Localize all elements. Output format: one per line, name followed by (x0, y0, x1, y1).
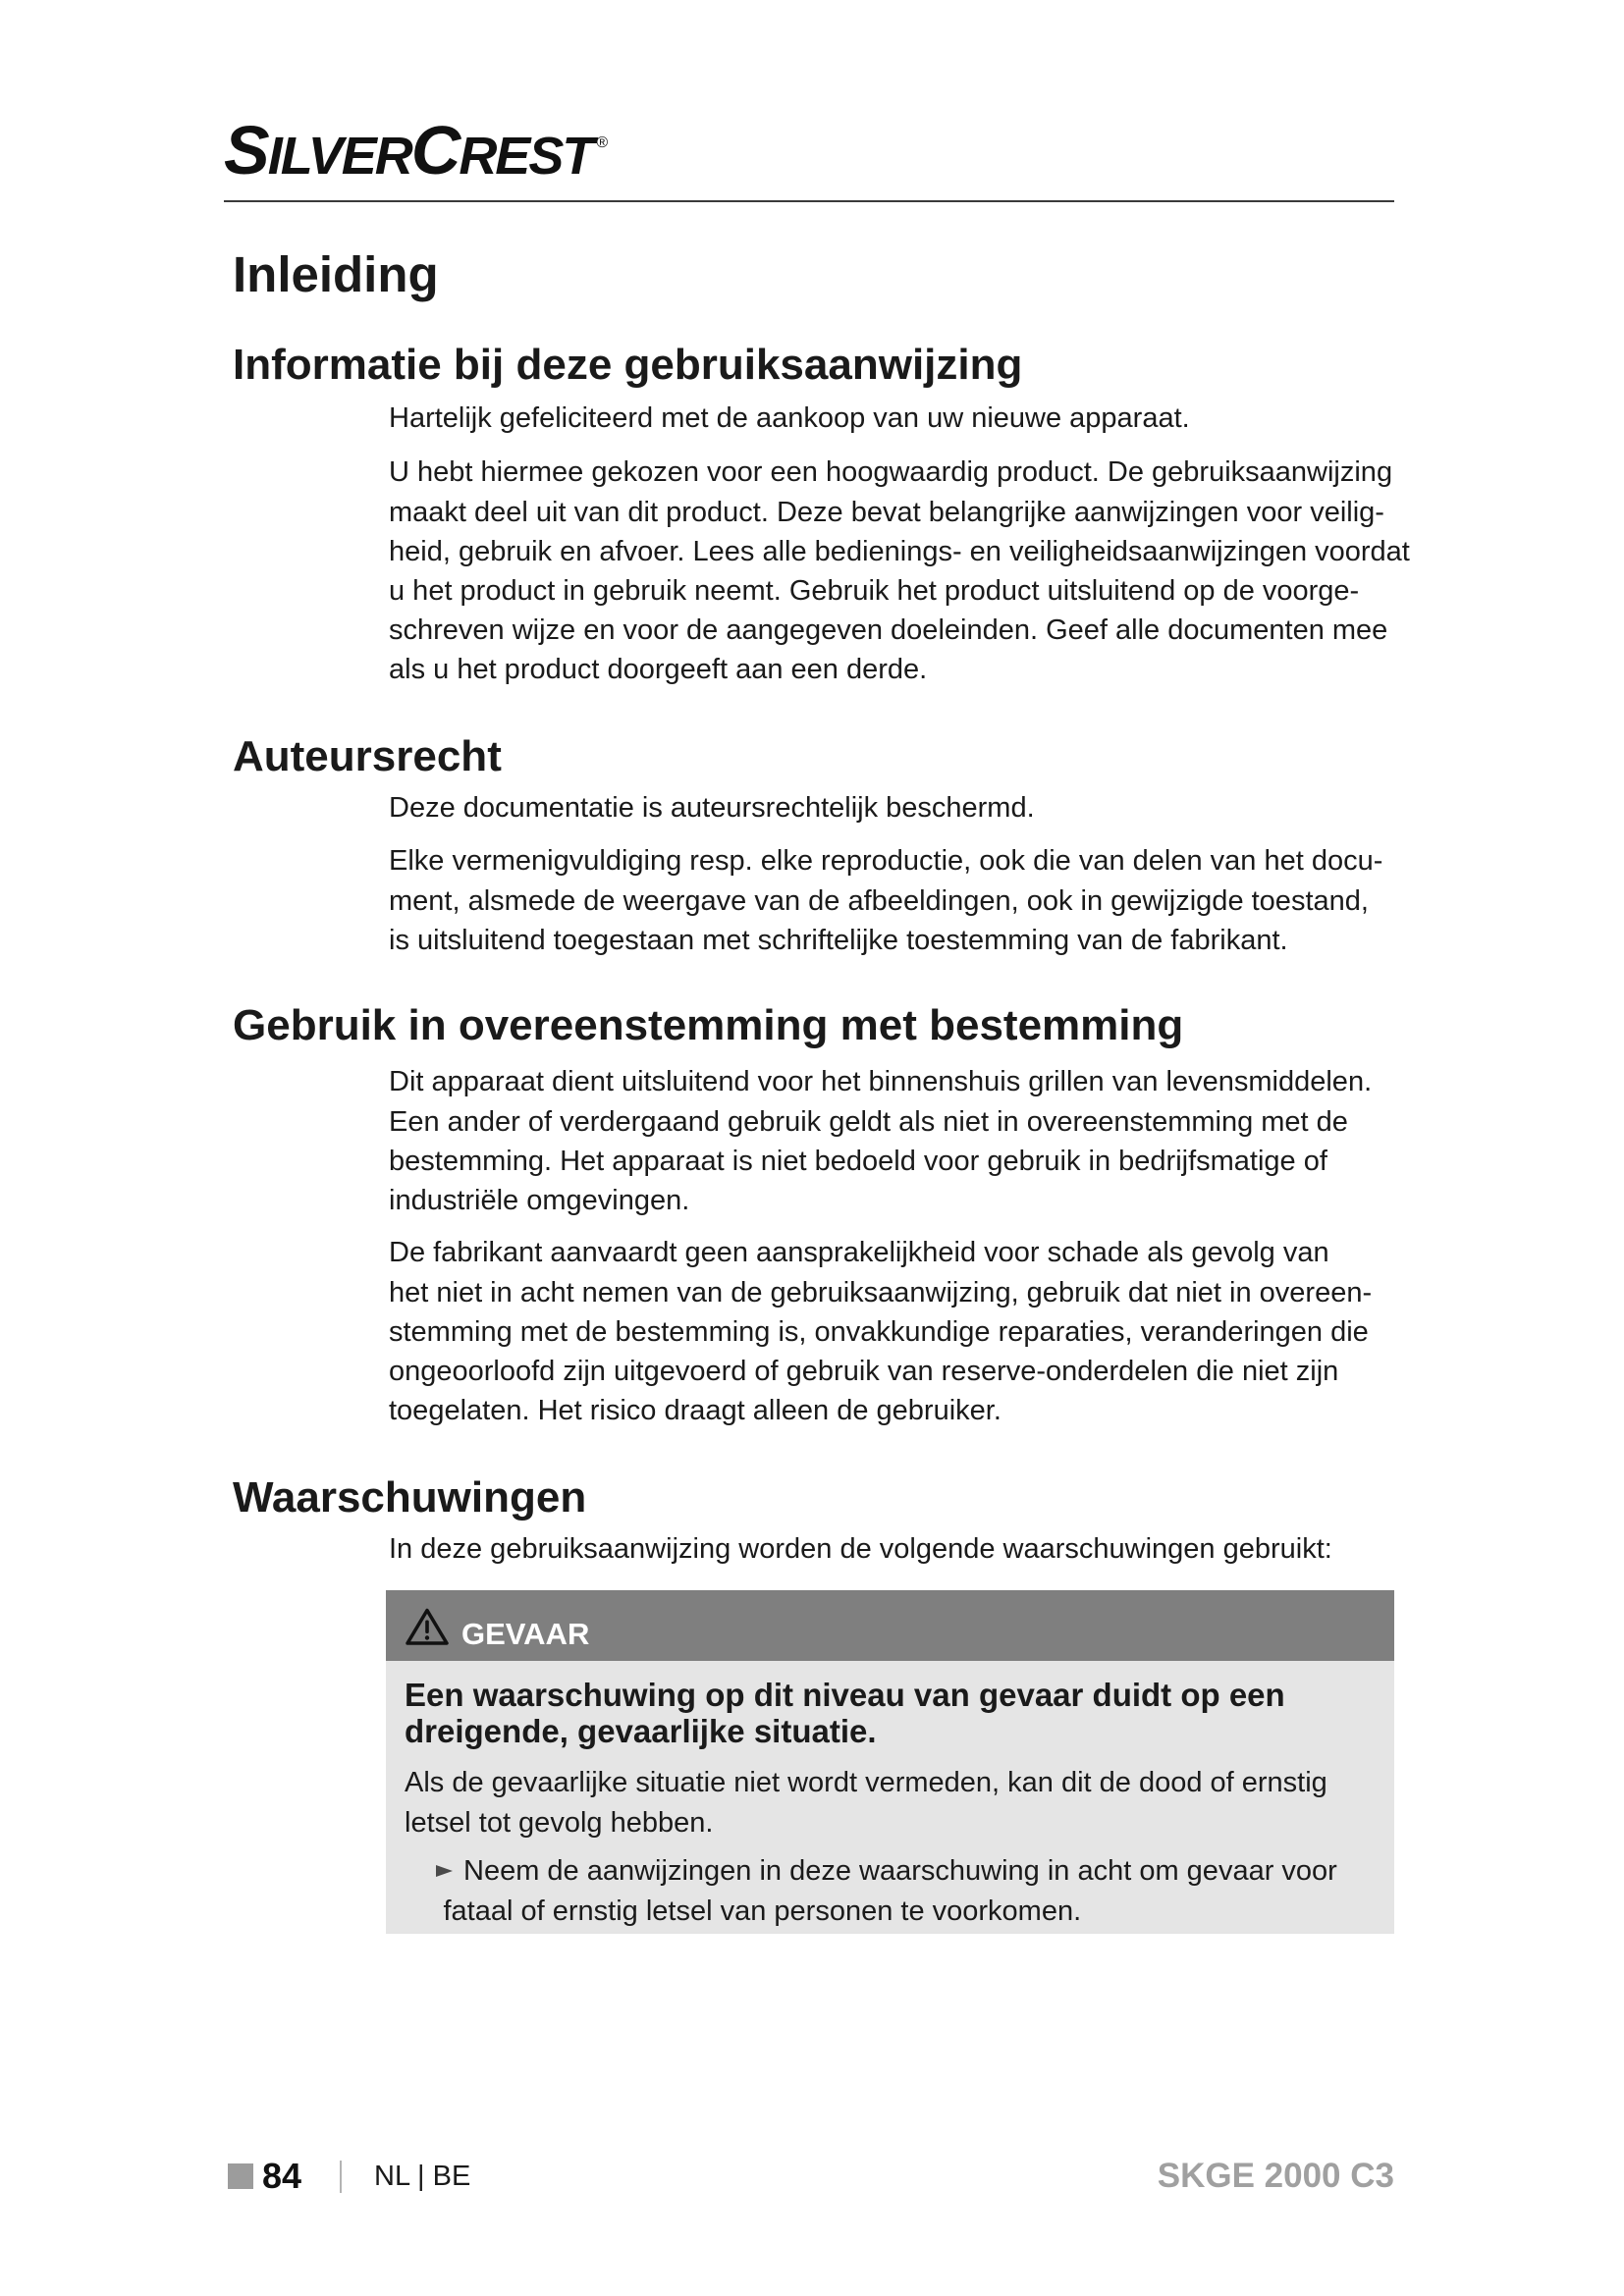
header-rule (224, 200, 1394, 202)
text-line: Een ander of verdergaand gebruik geldt als niet in overeenstemming met de (389, 1105, 1348, 1138)
warning-instruction-line: fataal of ernstig letsel van personen te voorkomen. (443, 1895, 1082, 1927)
model-number: SKGE 2000 C3 (1157, 2157, 1394, 2195)
section-heading: Auteursrecht (233, 732, 502, 780)
paragraph (389, 1062, 1372, 1220)
registered-mark: ® (596, 134, 609, 151)
text-line: Hartelijk gefeliciteerd met de aankoop van uw nieuwe apparaat. (389, 402, 1190, 434)
paragraph (389, 841, 1382, 960)
logo-initial-s: S (224, 112, 268, 188)
signal-word: GEVAAR (461, 1617, 590, 1651)
text-line: stemming met de bestemming is, onvakkundige reparaties, veranderingen die (389, 1315, 1369, 1348)
text-line: Deze documentatie is auteursrechtelijk beschermd. (389, 792, 1035, 825)
text-line: De fabrikant aanvaardt geen aansprakelijkheid voor schade als gevolg van (389, 1237, 1329, 1269)
brand-logo (224, 112, 609, 204)
text-line: In deze gebruiksaanwijzing worden de volgende waarschuwingen gebruikt: (389, 1533, 1332, 1565)
page-title: Inleiding (233, 246, 439, 302)
section-heading: Gebruik in overeenstemming met bestemming (233, 1001, 1184, 1049)
logo-rest-ilver: ILVER (267, 127, 411, 186)
text-line: Elke vermenigvuldiging resp. elke reproductie, ook die van delen van het docu- (389, 845, 1383, 878)
paragraph (389, 453, 1410, 689)
logo-rest-rest: REST (459, 127, 593, 186)
gray-square-icon (228, 2163, 253, 2189)
text-line: Als de gevaarlijke situatie niet wordt vermeden, kan dit de dood of ernstig (405, 1767, 1327, 1799)
text-line: heid, gebruik en afvoer. Lees alle bedienings- en veiligheidsaanwijzingen voordat (389, 535, 1410, 567)
warning-consequence (405, 1763, 1327, 1842)
warning-lead (405, 1677, 1285, 1750)
footer-separator (340, 2161, 342, 2193)
warning-triangle-icon (405, 1607, 450, 1646)
text-line: is uitsluitend toegestaan met schriftelijke toestemming van de fabrikant. (389, 924, 1288, 956)
text-line: u het product in gebruik neemt. Gebruik het product uitsluitend op de voorge- (389, 575, 1360, 607)
paragraph (389, 1529, 1332, 1569)
text-line: U hebt hiermee gekozen voor een hoogwaardig product. De gebruiksaanwijzing (389, 456, 1393, 489)
text-line: dreigende, gevaarlijke situatie. (405, 1713, 877, 1750)
section-heading: Waarschuwingen (233, 1472, 587, 1522)
text-line: maakt deel uit van dit product. Deze bevat belangrijke aanwijzingen voor veilig- (389, 496, 1384, 528)
text-line: schreven wijze en voor de aangegeven doeleinden. Geef alle documenten mee (389, 614, 1388, 647)
warning-box (386, 1590, 1394, 1934)
text-line: letsel tot gevolg hebben. (405, 1806, 714, 1839)
arrow-right-bullet-icon (436, 1865, 453, 1877)
text-line: Een waarschuwing op dit niveau van gevaar duidt op een (405, 1676, 1285, 1713)
text-line: industriële omgevingen. (389, 1185, 690, 1216)
text-line: ongeoorloofd zijn uitgevoerd of gebruik van reserve-onderdelen die niet zijn (389, 1356, 1339, 1387)
page-number: 84 (262, 2156, 302, 2196)
logo-initial-c: C (410, 112, 460, 188)
text-line: als u het product doorgeeft aan een derde. (389, 654, 928, 686)
paragraph (389, 1233, 1372, 1430)
language-label: NL | BE (374, 2161, 471, 2192)
paragraph (389, 788, 1035, 828)
text-line: bestemming. Het apparaat is niet bedoeld voor gebruik in bedrijfsmatige of (389, 1145, 1327, 1177)
warning-instruction-line: Neem de aanwijzingen in deze waarschuwing in acht om gevaar voor (463, 1855, 1337, 1888)
text-line: toegelaten. Het risico draagt alleen de gebruiker. (389, 1395, 1001, 1427)
text-line: ment, alsmede de weergave van de afbeeldingen, ook in gewijzigde toestand, (389, 884, 1369, 917)
text-line: het niet in acht nemen van de gebruiksaanwijzing, gebruik dat niet in overeen- (389, 1276, 1373, 1308)
section-heading: Informatie bij deze gebruiksaanwijzing (233, 341, 1023, 389)
paragraph (389, 399, 1190, 438)
text-line: Dit apparaat dient uitsluitend voor het binnenshuis grillen van levensmiddelen. (389, 1066, 1373, 1098)
